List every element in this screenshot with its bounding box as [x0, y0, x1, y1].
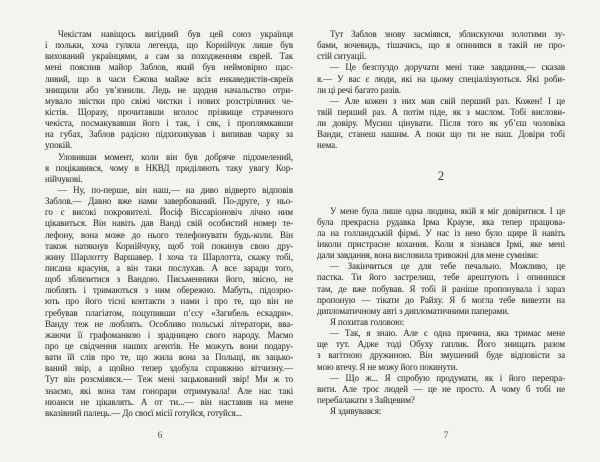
- text-line: лефону, вона може до нього телефонувати будь-коли. Він: [45, 229, 293, 240]
- text-line: Я здивувався:: [330, 406, 382, 417]
- paragraph: [317, 29, 565, 62]
- text-line: — Це безглуздо доручати мені таке завдання,— сказав: [330, 62, 565, 73]
- paragraph: [317, 317, 565, 328]
- text-line: ваний звір, а щойно тепер здобула справжню вітчизну.—: [45, 363, 293, 374]
- text-line: Я похитав головою:: [330, 316, 405, 327]
- text-line: нюанси не цікавлять. А от ти...— він наставив на мене: [45, 396, 293, 407]
- text-line: упокій.: [45, 140, 73, 151]
- text-line: і польки, хоча гуляла легенда, що Корнійчук лише був: [45, 40, 293, 51]
- text-line: пропоную — тікати до Райху. Я б могла тебе вивезти на: [317, 294, 565, 305]
- text-line: го є високі покровителі. Йосіф Віссаріоновіч лічно ним: [45, 207, 293, 218]
- text-line: перебалакати з Зайцевим?: [317, 394, 415, 405]
- paragraph: [317, 62, 565, 95]
- text-line: ще тут. Адже тоді Обуху гаплик. Його знищать разом: [317, 339, 565, 350]
- text-line: Уловивши момент, коли він був добряче підхмелений,: [58, 151, 293, 162]
- text-line: щоб зблизитися з Вандою. Письменники його, звісно, не: [45, 274, 293, 285]
- text-line: вихований українцями, а сам за походженням єврей. Так: [45, 51, 293, 62]
- text-line: — Так, я знаю. Але є одна причина, яка тримає мене: [330, 328, 565, 339]
- paragraph: [317, 328, 565, 373]
- text-line: ла на голландській фірмі. У нас із нею було щире й навіть: [317, 227, 565, 238]
- text-line: Заблов.— Давно вже нами завербований. По-друге, у ньо-: [45, 196, 293, 207]
- text-line: мувало звістки про свіжі чистки і нових розстріляних че-: [45, 95, 293, 106]
- text-line: кістів. Щоразу, прочитавши вголос прізвище страченого: [45, 106, 293, 117]
- page-left-text: [45, 29, 293, 419]
- text-line: писана красуня, а він таки послухав. А все заради того,: [45, 262, 293, 273]
- text-line: вказівний палець.— До своєї місії готуйся, готуйся...: [45, 407, 243, 418]
- text-line: мені пояснив майор Заблов, який був неймовірно щас-: [45, 62, 293, 73]
- page-number-left: 6: [157, 431, 163, 441]
- text-line: гребував плагіатом, поцупивши п’єсу «Загибель ескадри».: [45, 307, 293, 318]
- text-line: — Ну, по-перше, він наш,— на диво відверто відповів: [58, 184, 293, 195]
- text-line: стій ситуації.: [317, 51, 367, 62]
- text-line: вити. Але троє людей — це не просто. А чому б тобі не: [317, 383, 565, 394]
- text-line: Тут він розсміявся.— Теж мені зацькований звір! Ми ж то: [45, 374, 293, 385]
- text-line: люблять і тримаються з ним обережно. Мабуть, підозрю-: [45, 285, 293, 296]
- paragraph: [317, 373, 565, 406]
- text-line: бами, вочевидь, тішачись, що я опинився в такій не про-: [317, 40, 565, 51]
- text-line: була прекрасна рудавка Ірма Краузе, яка тепер працюва-: [317, 216, 565, 227]
- paragraph: [317, 406, 565, 417]
- paragraph: [45, 29, 293, 152]
- text-line: дипломатичному авті з дипломатичними паперами.: [317, 305, 510, 316]
- page-number-right: 7: [443, 431, 449, 441]
- text-line: нійчукові.: [45, 173, 83, 184]
- paragraph: [317, 261, 565, 317]
- text-line: цікавиться. Він навіть дав Ванді свій особистий номер те-: [45, 218, 293, 229]
- paragraph: [317, 96, 565, 152]
- text-line: чекіста, посмакувавши його і так, і сяк, і проплямкавши: [45, 118, 293, 129]
- text-line: ли ці речі багато разів.: [317, 84, 401, 95]
- text-line: знаємо, які вона там гонорари отримувала! Але нас такі: [45, 385, 293, 396]
- text-line: там, де вже побував. Я тобі й раніше пропонувала і зараз: [317, 283, 565, 294]
- text-line: я поцікавився, чому в НКВД приділяють таку увагу Кор-: [45, 162, 293, 173]
- text-line: жаючи її графоманкою і зрадницею свого народу. Маємо: [45, 329, 293, 340]
- text-line: на губах, Заблов радісно підхихикував і випивав чарку за: [45, 129, 293, 140]
- text-line: жину Шарлотту Варшавер. І хоча та Шарлотта, скажу тобі,: [45, 251, 293, 262]
- text-line: Чекістам навіщось вигідний був цей союз українця: [58, 29, 293, 39]
- paragraph: [45, 152, 293, 185]
- text-line: мою втечу. Я не можу його покинути.: [317, 361, 458, 372]
- text-line: — Але кожен з них мав свій перший раз. Кожен! І це: [330, 95, 565, 106]
- text-line: — Закінчиться це для тебе печально. Можливо, це: [330, 261, 565, 272]
- text-line: з вагітною дружиною. Він змушений буде відповісти за: [317, 350, 565, 361]
- text-line: У мене була лише одна людина, якій я міг довіритися. І це: [330, 205, 565, 216]
- text-line: Ванду теж не люблять. Особливо польські літератори, вва-: [45, 318, 293, 329]
- paragraph: [45, 185, 293, 419]
- text-line: — Що ж... Я спробую продумати, як і його перепра-: [330, 372, 565, 383]
- paragraph: [317, 206, 565, 262]
- page-right-text: [317, 29, 565, 417]
- text-line: нема.: [317, 140, 338, 151]
- text-line: про це свідчення наших агентів. Не можуть вони подару-: [45, 340, 293, 351]
- text-line: дали завдання, вона висловила тривожні для мене сумніви:: [317, 250, 539, 261]
- text-line: твій перший раз. А потім піде, як з маслом. Тобі вислови-: [317, 106, 565, 117]
- text-line: ливий, що в часи Єжова майже всіх енкаведистів-євреїв: [45, 73, 293, 84]
- text-line: Тут Заблов знову засміявся, зблискуючи золотими зу-: [330, 29, 565, 39]
- text-line: ють про його тісні контакти з нами і про те, що він не: [45, 296, 293, 307]
- text-line: також натякнув Корнійчуку, щоб той покинув свою дру-: [45, 240, 293, 251]
- text-line: знищили або ув’язнили. Ледь не щодня начальство отри-: [45, 84, 293, 95]
- text-line: вати їй слів про те, що жила вона за Польщі, як зацько-: [45, 352, 293, 363]
- text-line: інколи пристрасне кохання. Коли я зізнався Ірмі, яке мені: [317, 238, 565, 249]
- section-number-heading: 2: [437, 168, 445, 183]
- text-line: я.— У вас є люди, які на цьому спеціалізуються. Які роби-: [317, 73, 565, 84]
- text-line: пастка. Ти його застрелиш, тебе арештують і опинишся: [317, 272, 565, 283]
- text-line: Ванди, станеш нашим. А поки що ти не наш. Довіри тобі: [317, 129, 565, 140]
- text-line: ли довіру. Мусиш цінувати. Після того як уб’єш чоловіка: [317, 118, 565, 129]
